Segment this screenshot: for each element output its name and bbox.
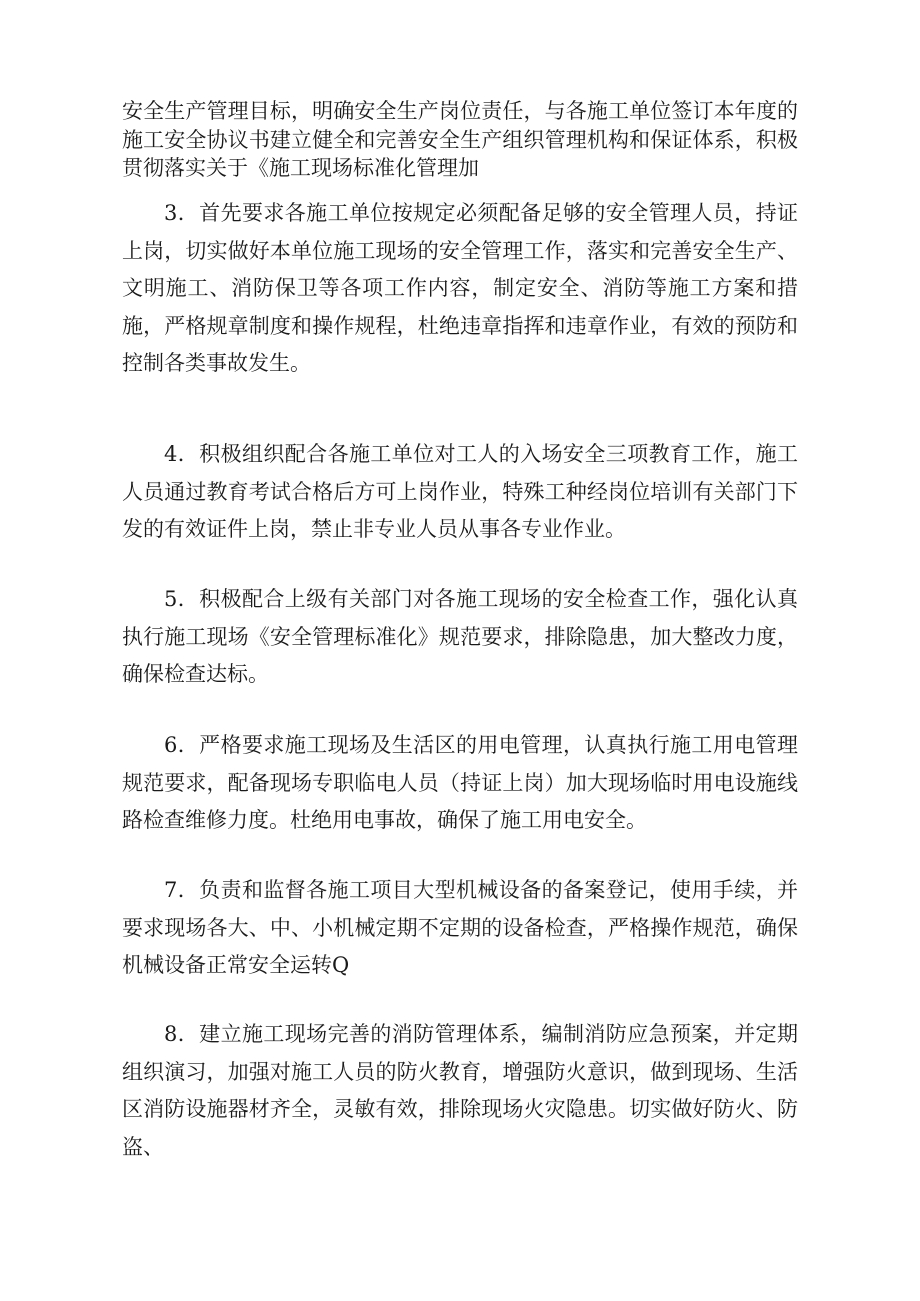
paragraph-7: 7．负责和监督各施工项目大型机械设备的备案登记，使用手续，并要求现场各大、中、小机械定期不定期的设备检查，严格操作规范，确保机械设备正常安全运转Q — [122, 878, 798, 977]
paragraph-5: 5．积极配合上级有关部门对各施工现场的安全检查工作，强化认真执行施工现场《安全管理标准化》规范要求，排除隐患，加大整改力度，确保检查达标。 — [122, 587, 798, 686]
intro-paragraph: 安全生产管理目标，明确安全生产岗位责任，与各施工单位签订本年度的施工安全协议书建立健全和完善安全生产组织管理机构和保证体系，积极贯彻落实关于《施工现场标准化管理加 — [122, 99, 798, 180]
paragraph-4: 4．积极组织配合各施工单位对工人的入场安全三项教育工作，施工人员通过教育考试合格后方可上岗作业，特殊工种经岗位培训有关部门下发的有效证件上岗，禁止非专业人员从事各专业作业。 — [122, 442, 798, 541]
paragraph-8: 8．建立施工现场完善的消防管理体系，编制消防应急预案，并定期组织演习，加强对施工人员的防火教育，增强防火意识，做到现场、生活区消防设施器材齐全，灵敏有效，排除现场火灾隐患。切实做好防火、防盗、 — [122, 1022, 798, 1159]
paragraph-6: 6．严格要求施工现场及生活区的用电管理，认真执行施工用电管理规范要求，配备现场专职临电人员（持证上岗）加大现场临时用电设施线路检查维修力度。杜绝用电事故，确保了施工用电安全。 — [122, 733, 798, 832]
paragraph-3: 3．首先要求各施工单位按规定必须配备足够的安全管理人员，持证上岗，切实做好本单位施工现场的安全管理工作，落实和完善安全生产、文明施工、消防保卫等各项工作内容，制定安全、消防等施工方案和措施，严格规章制度和操作规程，杜绝违章指挥和违章作业，有效的预防和控制各类事故发生。 — [122, 201, 798, 375]
